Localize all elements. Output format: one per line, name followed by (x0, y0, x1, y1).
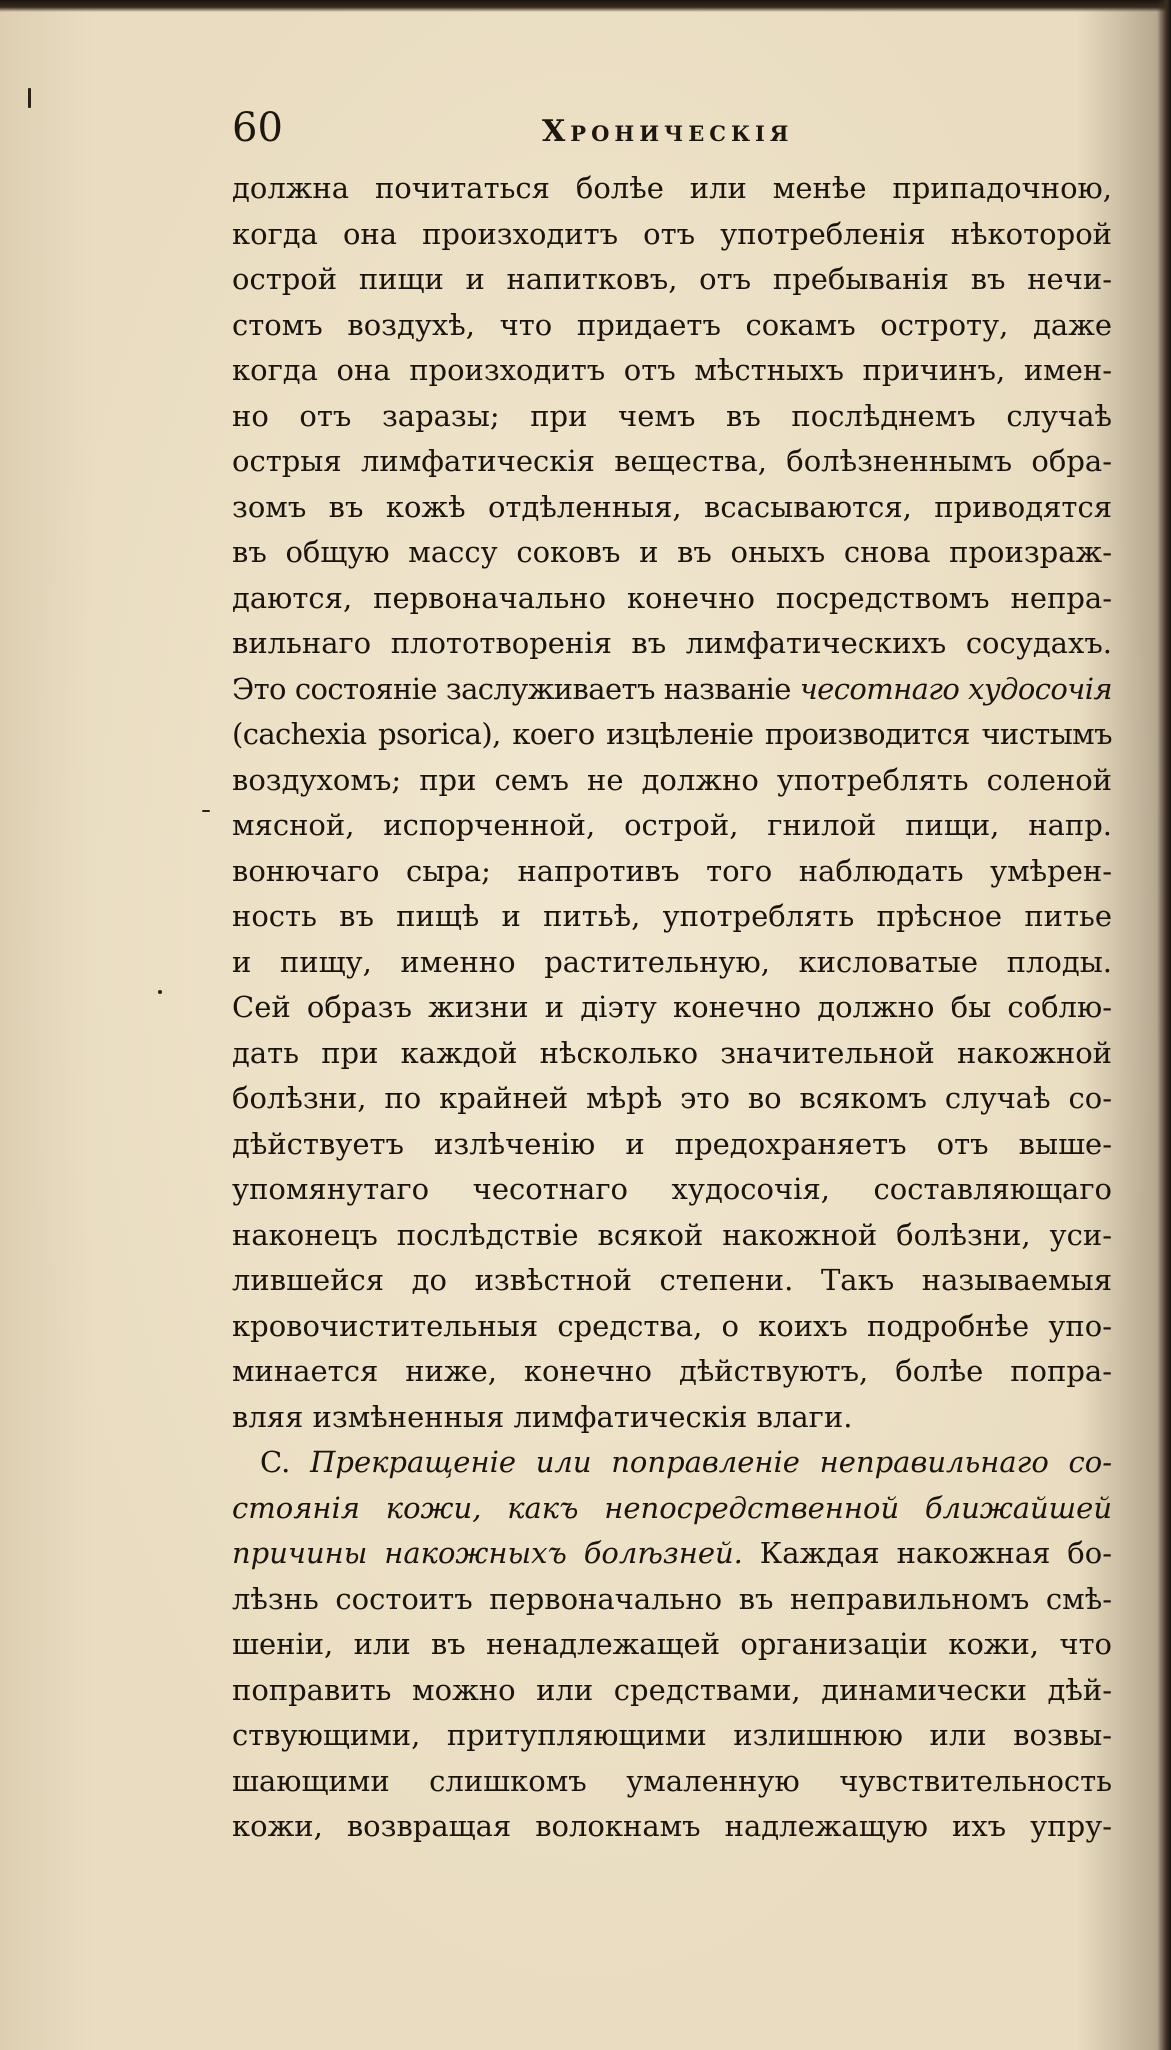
text-line (232, 667, 1112, 713)
text-line: въ общую массу соковъ и въ оныхъ снова произраж- (232, 535, 1112, 569)
text-line (232, 1531, 1112, 1577)
text-line: мясной, испорченной, острой, гнилой пищи, напр. (232, 808, 1112, 842)
text-line: вляя измѣненныя лимфатическія влаги. (232, 1399, 853, 1434)
text-line: и пищу, именно растительную, кисловатые плоды. (232, 944, 1112, 979)
text-line: ность въ пищѣ и питьѣ, употреблять прѣсное питье (232, 899, 1112, 933)
text-line: но отъ заразы; при чемъ въ послѣднемъ случаѣ (232, 398, 1112, 433)
text-line: лившейся до извѣстной степени. Такъ называемыя (232, 1263, 1112, 1297)
text-line: зомъ въ кожѣ отдѣленныя, всасываются, приводятся (232, 489, 1112, 524)
margin-ink-dot (158, 990, 162, 994)
margin-ink-dash (202, 810, 210, 812)
running-head: Хроническія (542, 114, 794, 149)
text-line: лѣзнь состоитъ первоначально въ неправильномъ смѣ- (232, 1581, 1112, 1616)
body-text (232, 166, 1112, 1850)
italic-heading: Прекращеніе или поправленіе неправильнаго со- (310, 1445, 1113, 1479)
paragraph-1 (232, 166, 1112, 1440)
text-line: болѣзни, по крайней мѣрѣ это во всякомъ случаѣ со- (232, 1081, 1112, 1115)
page-header (232, 100, 1112, 160)
page-right-edge-shadow (1157, 0, 1171, 2050)
section-label: C. (260, 1445, 311, 1479)
text-line (232, 1440, 1112, 1486)
text-line: упомянутаго чесотнаго худосочія, составляющаго (232, 1172, 1112, 1206)
text-line: стомъ воздухѣ, что придаетъ сокамъ остроту, даже (232, 307, 1112, 342)
text-line: стоянія кожи, какъ непосредственной ближайшей (232, 1490, 1112, 1525)
text-line: дѣйствуетъ излѣченію и предохраняетъ отъ выше- (232, 1126, 1112, 1161)
text-line: должна почитаться болѣе или менѣе припадочною, (232, 171, 1112, 205)
text-line: ствующими, притупляющими излишнюю или возвы- (232, 1718, 1112, 1752)
text-line: минается ниже, конечно дѣйствуютъ, болѣе попра- (232, 1354, 1112, 1388)
text-segment: Это состояніе заслуживаетъ названіе (232, 671, 800, 706)
text-line: даются, первоначально конечно посредствомъ непра- (232, 580, 1112, 615)
text-line: шающими слишкомъ умаленную чувствительность (232, 1763, 1112, 1798)
text-line: Сей образъ жизни и діэту конечно должно бы соблю- (232, 990, 1112, 1024)
margin-ink-mark (28, 88, 31, 108)
text-line: поправить можно или средствами, динамически дѣй- (232, 1672, 1112, 1707)
text-line: когда она произходитъ отъ мѣстныхъ причинъ, имен- (232, 353, 1112, 387)
text-line: вонючаго сыра; напротивъ того наблюдать умѣрен- (232, 853, 1112, 888)
text-line: острыя лимфатическія вещества, болѣзненнымъ обра- (232, 444, 1112, 478)
page-top-edge-shadow (0, 0, 1171, 12)
text-line: кожи, возвращая волокнамъ надлежащую ихъ упру- (232, 1809, 1112, 1843)
text-segment: Каждая накожная бо- (742, 1536, 1112, 1570)
text-line: дать при каждой нѣсколько значительной накожной (232, 1035, 1112, 1070)
text-line: вильнаго плототворенія въ лимфатическихъ сосудахъ. (232, 626, 1112, 660)
page-number: 60 (232, 105, 283, 151)
paragraph-2 (232, 1440, 1112, 1850)
text-line: кровочистительныя средства, о коихъ подробнѣе упо- (232, 1308, 1112, 1343)
italic-heading: причины накожныхъ болѣзней. (232, 1536, 743, 1570)
text-line: острой пищи и напитковъ, отъ пребыванія въ нечи- (232, 262, 1112, 296)
text-line: шеніи, или въ ненадлежащей организаціи кожи, что (232, 1627, 1112, 1661)
text-line: когда она произходитъ отъ употребленія нѣкоторой (232, 216, 1112, 251)
italic-term: чесотнаго худосочія (799, 671, 1112, 706)
text-line: наконецъ послѣдствіе всякой накожной болѣзни, уси- (232, 1217, 1112, 1252)
text-line: воздухомъ; при семъ не должно употреблять соленой (232, 762, 1112, 797)
text-line: (cachexia psorica), коего изцѣленіе производится чистымъ (232, 717, 1112, 751)
